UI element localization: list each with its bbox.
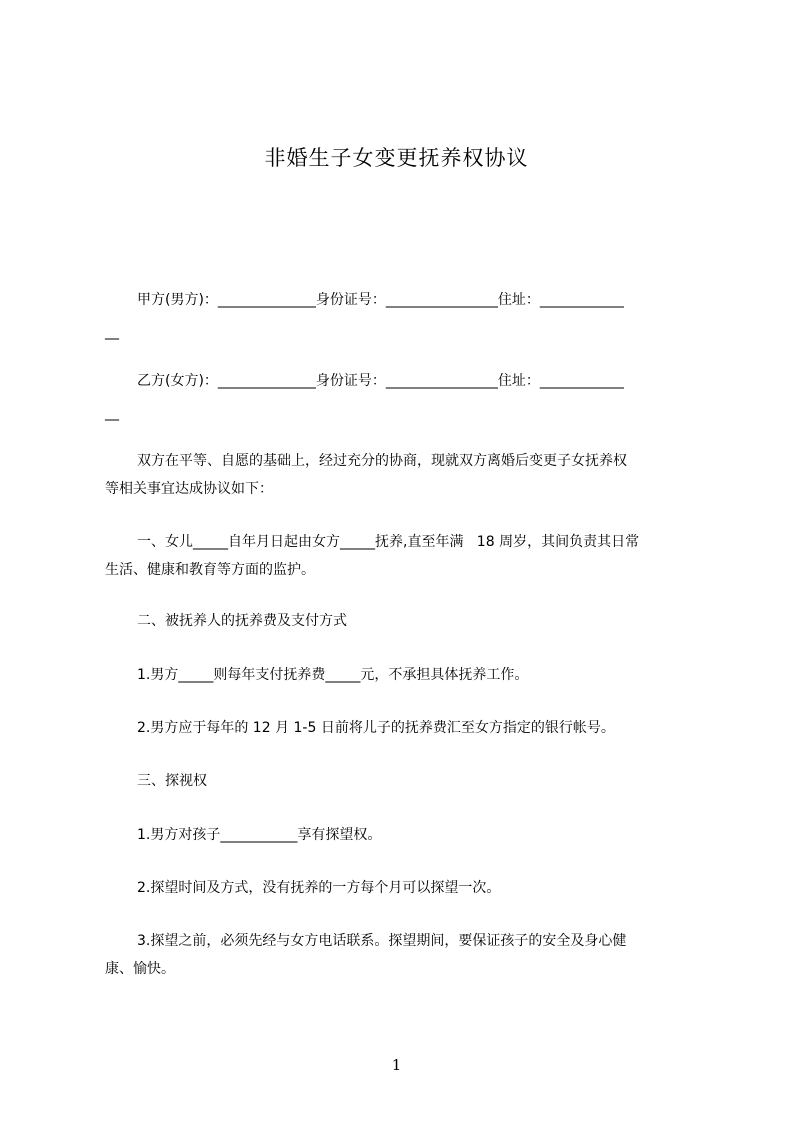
clause-2-heading: 二、被抚养人的抚养费及支付方式 (137, 613, 347, 629)
clause-1-line-1: 一、女儿_____自年月日起由女方_____抚养,直至年满 18 周岁，其间负责其日常 (137, 534, 640, 550)
clause-2-item-1: 1.男方_____则每年支付抚养费_____元，不承担具体抚养工作。 (137, 667, 529, 683)
clause-3-item-3-line-2: 康、愉快。 (105, 961, 175, 977)
clause-3-item-2: 2.探望时间及方式，没有抚养的一方每个月可以探望一次。 (137, 880, 501, 896)
clause-3-item-1: 1.男方对孩子___________享有探望权。 (137, 827, 382, 843)
party-a-line-1: 甲方(男方)：______________身份证号：________________住址：____________ (137, 292, 624, 308)
clause-3-heading: 三、探视权 (137, 773, 207, 789)
party-b-line-1: 乙方(女方)：______________身份证号：________________住址：____________ (137, 373, 624, 389)
clause-3-item-3-line-1: 3.探望之前，必须先经与女方电话联系。探望期间，要保证孩子的安全及身心健 (137, 933, 627, 949)
party-a-line-2: __ (105, 324, 119, 340)
party-b-line-2: __ (105, 405, 119, 421)
intro-line-1: 双方在平等、自愿的基础上，经过充分的协商，现就双方离婚后变更子女抚养权 (137, 453, 627, 469)
intro-line-2: 等相关事宜达成协议如下： (105, 481, 273, 497)
page-number: 1 (391, 1056, 402, 1074)
document-title: 非婚生子女变更抚养权协议 (264, 146, 529, 170)
clause-2-item-2: 2.男方应于每年的 12 月 1-5 日前将儿子的抚养费汇至女方指定的银行帐号。 (137, 720, 615, 736)
clause-1-line-2: 生活、健康和教育等方面的监护。 (105, 562, 315, 578)
